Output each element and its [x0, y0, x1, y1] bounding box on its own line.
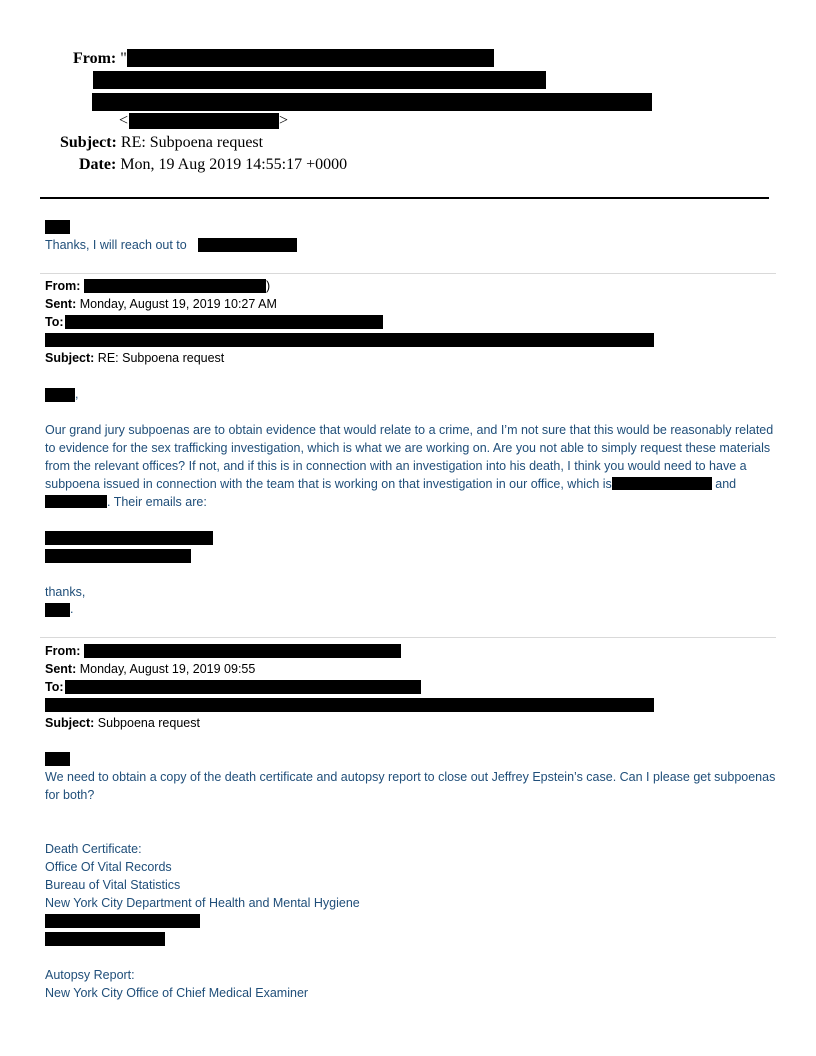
- email2-signoff: thanks,: [45, 585, 86, 599]
- redaction-email1-greeting: [45, 752, 70, 766]
- redaction-email2-to-2: [45, 333, 654, 347]
- redaction-email1-to-2: [45, 698, 654, 712]
- redaction-email1-from: [84, 644, 401, 658]
- email2-to-label: To:: [45, 315, 64, 329]
- email2-subject-value: RE: Subpoena request: [97, 351, 225, 365]
- email1-from-line: [45, 642, 80, 660]
- email1-subject-value: Subpoena request: [97, 716, 200, 730]
- email2-subject-line: [45, 349, 224, 367]
- email2-signoff-suffix: .: [70, 602, 74, 616]
- email1-subject-line: [45, 714, 200, 732]
- header-date-line: [79, 156, 347, 174]
- email2-sent-label: Sent:: [45, 297, 77, 311]
- email1-divider: [40, 637, 776, 638]
- email2-subject-label: Subject:: [45, 351, 95, 365]
- email2-sent-line: [45, 295, 277, 313]
- header-from-line: [73, 50, 127, 68]
- redaction-death-cert-address-1: [45, 914, 200, 928]
- redaction-reply-name: [198, 238, 297, 252]
- header-date-value: Mon, 19 Aug 2019 14:55:17 +0000: [120, 156, 348, 173]
- redaction-reply-greeting: [45, 220, 70, 234]
- death-cert-line: Bureau of Vital Statistics: [45, 878, 181, 892]
- redaction-email2-from: [84, 279, 266, 293]
- autopsy-line: New York City Office of Chief Medical Examiner: [45, 986, 309, 1000]
- email1-body: We need to obtain a copy of the death certificate and autopsy report to close out Jeffrey Epstein’s case. Can I please get subpoenas for both?: [45, 770, 776, 802]
- header-date-label: Date:: [79, 156, 117, 173]
- header-subject-value: RE: Subpoena request: [120, 134, 264, 151]
- redaction-email2-to-1: [65, 315, 383, 329]
- redaction-header-from-3: [92, 93, 652, 111]
- header-from-label: From:: [73, 50, 117, 67]
- email2-body: [45, 421, 780, 511]
- email1-sent-value: Monday, August 19, 2019 09:55: [79, 662, 256, 676]
- redaction-email2-contact-1: [612, 477, 712, 490]
- redaction-email2-signature: [45, 603, 70, 617]
- email2-from-suffix: ): [266, 279, 271, 293]
- redaction-header-from-2: [93, 71, 546, 89]
- death-cert-line: Office Of Vital Records: [45, 860, 172, 874]
- email1-to-line: [45, 678, 64, 696]
- redaction-email1-to-1: [65, 680, 421, 694]
- email1-sent-label: Sent:: [45, 662, 77, 676]
- header-angle-close: >: [279, 112, 289, 129]
- email1-to-label: To:: [45, 680, 64, 694]
- redaction-email2-greeting: [45, 388, 75, 402]
- email2-body-and: and: [715, 477, 737, 491]
- redaction-email2-contact-2: [45, 495, 107, 508]
- redaction-header-from-1: [127, 49, 494, 67]
- email2-body-part1: Our grand jury subpoenas are to obtain evidence that would relate to a crime, and I’m not sure that this would be reasonably related to evidence for the sex trafficking investigation, which is what we are working on. Are you not able to simply request these materials from the relevant offices? If not, and if this is in connection with an investigation into his death, I think you would need to have a subpoena issued in connection with the team that is working on that investigation in our office, which is: [45, 423, 774, 491]
- email2-from-line: [45, 277, 80, 295]
- header-divider: [40, 197, 769, 199]
- email2-from-label: From:: [45, 279, 81, 293]
- email1-sent-line: [45, 660, 255, 678]
- death-cert-heading: Death Certificate:: [45, 842, 142, 856]
- header-from-quote: ": [120, 50, 127, 67]
- header-subject-line: [60, 134, 263, 152]
- redaction-death-cert-address-2: [45, 932, 165, 946]
- death-cert-line: New York City Department of Health and Mental Hygiene: [45, 896, 360, 910]
- redaction-email2-email-1: [45, 531, 213, 545]
- redaction-email2-email-2: [45, 549, 191, 563]
- email2-to-line: [45, 313, 64, 331]
- autopsy-heading: Autopsy Report:: [45, 968, 135, 982]
- email2-sent-value: Monday, August 19, 2019 10:27 AM: [79, 297, 277, 311]
- email2-body-part2: . Their emails are:: [107, 495, 207, 509]
- redaction-header-email: [129, 113, 279, 129]
- email2-divider: [40, 273, 776, 274]
- header-subject-label: Subject:: [60, 134, 117, 151]
- email1-from-label: From:: [45, 644, 81, 658]
- header-angle-open: <: [119, 112, 129, 129]
- reply-text: Thanks, I will reach out to: [45, 238, 187, 252]
- email1-subject-label: Subject:: [45, 716, 95, 730]
- email2-greeting-suffix: ,: [75, 387, 79, 401]
